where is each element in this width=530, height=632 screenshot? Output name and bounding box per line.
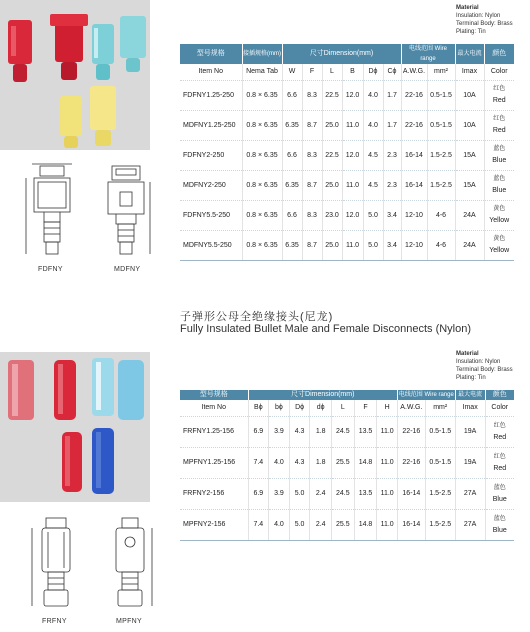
cell-awg: 22-16 — [397, 447, 425, 478]
cell-dimension: 11.0 — [377, 478, 398, 509]
cell-awg: 12-10 — [401, 230, 427, 260]
cell-dimension: 11.0 — [377, 447, 398, 478]
cell-nema-tab: 0.8 × 6.35 — [242, 170, 282, 200]
cell-dimension: 8.3 — [302, 140, 322, 170]
header-model-cn: 型号规格 — [196, 50, 225, 57]
cell-color — [484, 80, 514, 110]
header-dimension: 尺寸Dimension(mm) — [248, 390, 397, 400]
cell-nema-tab: 0.8 × 6.35 — [242, 200, 282, 230]
cell-imax: 24A — [455, 200, 484, 230]
cell-dimension: 11.0 — [342, 230, 363, 260]
cell-dimension: 14.8 — [354, 447, 377, 478]
header-imax-en: Imax — [455, 400, 485, 416]
header-imax-en: Imax — [455, 64, 484, 80]
cell-dimension: 8.3 — [302, 200, 322, 230]
cell-dimension: 4.3 — [289, 447, 310, 478]
cell-imax: 15A — [455, 170, 484, 200]
table-row — [180, 416, 514, 447]
material-title: Material — [456, 5, 479, 11]
cell-dimension: 5.0 — [289, 478, 310, 509]
table-row — [180, 140, 514, 170]
cell-nema-tab: 0.8 × 6.35 — [242, 110, 282, 140]
cell-dimension: 8.7 — [302, 170, 322, 200]
cell-dimension: 1.7 — [383, 110, 401, 140]
header-wire-col: A.W.G. — [401, 64, 427, 80]
cell-dimension: 25.5 — [332, 447, 355, 478]
header-wire-col: A.W.G. — [397, 400, 425, 416]
cell-dimension: 11.0 — [377, 509, 398, 540]
color-cn: 红色 — [493, 453, 506, 460]
technical-drawing-frfny — [26, 512, 86, 614]
cell-dimension: 5.0 — [289, 509, 310, 540]
color-cn: 黄色 — [493, 236, 506, 242]
cell-nema-tab: 0.8 × 6.35 — [242, 140, 282, 170]
header-dim-col: W — [282, 64, 302, 80]
cell-color — [484, 110, 514, 140]
header-dim-col: B — [342, 64, 363, 80]
cell-item-no: FRFNY2-156 — [180, 478, 248, 509]
material-line: Terminal Body: Brass — [456, 21, 513, 27]
cell-dimension: 2.4 — [310, 509, 332, 540]
red-bullet-female-small — [62, 432, 82, 492]
cell-awg: 22-16 — [401, 80, 427, 110]
header-wire-range: 电线范围 Wire range — [398, 392, 454, 398]
cell-color — [484, 200, 514, 230]
table-row — [180, 478, 514, 509]
section-heading-cn: 子弹形公母全绝缘接头(尼龙) — [180, 311, 334, 323]
table-row — [180, 509, 514, 540]
cell-dimension: 13.5 — [354, 416, 377, 447]
cell-mm2: 1.5-2.5 — [425, 478, 455, 509]
header-dimension: 尺寸Dimension(mm) — [282, 44, 401, 64]
cell-item-no: FDFNY5.5-250 — [180, 200, 242, 230]
cell-mm2: 0.5-1.5 — [427, 110, 455, 140]
cell-dimension: 5.0 — [363, 200, 383, 230]
color-en: Red — [493, 433, 507, 441]
cell-imax: 24A — [455, 230, 484, 260]
cell-dimension: 4.3 — [289, 416, 310, 447]
cell-item-no: MDFNY5.5-250 — [180, 230, 242, 260]
header-dim-col: Bϕ — [248, 400, 269, 416]
cell-mm2: 0.5-1.5 — [425, 416, 455, 447]
cell-dimension: 6.35 — [282, 230, 302, 260]
cell-dimension: 4.5 — [363, 170, 383, 200]
header-wire-range: 电线范围 Wire range — [401, 44, 455, 64]
color-en: Red — [492, 127, 506, 134]
header-model-en: Item No — [201, 403, 227, 411]
cyan-bullet-female — [92, 358, 114, 416]
red-bullet-female — [8, 360, 34, 420]
technical-drawing-fdfny — [22, 162, 82, 260]
caption-fdfny: FDFNY — [38, 266, 63, 273]
material-title: Material — [456, 351, 479, 357]
header-tab-en: Nema Tab — [242, 64, 282, 80]
caption-mdfny: MDFNY — [114, 266, 141, 273]
cell-dimension: 3.9 — [269, 478, 290, 509]
cell-imax: 15A — [455, 140, 484, 170]
cell-mm2: 0.5-1.5 — [425, 447, 455, 478]
cell-awg: 16-14 — [397, 509, 425, 540]
material-info-2 — [456, 350, 513, 382]
cell-color — [485, 447, 514, 478]
cell-mm2: 1.5-2.5 — [427, 170, 455, 200]
cell-imax: 10A — [455, 110, 484, 140]
material-line: Insulation: Nylon — [456, 359, 501, 365]
mpfny-drawing — [100, 512, 160, 614]
cell-dimension: 25.0 — [322, 230, 342, 260]
header-model-cn: 型号规格 — [199, 391, 228, 398]
cell-mm2: 0.5-1.5 — [427, 80, 455, 110]
color-en: Blue — [492, 526, 507, 534]
table-subheader-row — [180, 64, 514, 80]
color-cn: 蓝色 — [493, 484, 506, 491]
cell-imax: 10A — [455, 80, 484, 110]
header-dim-col: Dϕ — [363, 64, 383, 80]
header-wire-col: mm² — [427, 64, 455, 80]
cell-dimension: 6.6 — [282, 200, 302, 230]
color-cn: 红色 — [493, 116, 506, 122]
cell-dimension: 6.6 — [282, 140, 302, 170]
header-dim-col: F — [302, 64, 322, 80]
cell-nema-tab: 0.8 × 6.35 — [242, 80, 282, 110]
section-heading-en: Fully Insulated Bullet Male and Female Disconnects (Nylon) — [180, 323, 472, 335]
bullet-disconnects-photo — [0, 352, 150, 502]
cell-mm2: 4-6 — [427, 230, 455, 260]
header-dim-col: bϕ — [269, 400, 290, 416]
cell-dimension: 8.3 — [302, 80, 322, 110]
table-row — [180, 230, 514, 260]
cell-dimension: 1.8 — [310, 447, 332, 478]
header-dim-col: H — [377, 400, 398, 416]
cell-dimension: 12.0 — [342, 200, 363, 230]
cell-dimension: 24.5 — [332, 478, 355, 509]
header-imax-cn: 最大电流 — [455, 390, 485, 400]
color-en: Blue — [492, 187, 507, 194]
table-subheader-row — [180, 400, 514, 416]
cell-dimension: 2.3 — [383, 140, 401, 170]
cell-awg: 22-16 — [397, 416, 425, 447]
cell-dimension: 8.7 — [302, 110, 322, 140]
header-wire-col: mm² — [425, 400, 455, 416]
technical-drawing-mpfny — [100, 512, 160, 614]
cell-dimension: 14.8 — [354, 509, 377, 540]
header-dim-col: Cϕ — [383, 64, 401, 80]
color-cn: 蓝色 — [493, 146, 506, 152]
cell-dimension: 23.0 — [322, 200, 342, 230]
cell-dimension: 11.0 — [342, 110, 363, 140]
cell-dimension: 25.0 — [322, 170, 342, 200]
cell-item-no: MDFNY2-250 — [180, 170, 242, 200]
cell-awg: 22-16 — [401, 110, 427, 140]
cell-awg: 16-14 — [401, 170, 427, 200]
header-model-en: Item No — [198, 67, 223, 75]
cell-dimension: 4.0 — [269, 447, 290, 478]
cell-dimension: 3.9 — [269, 416, 290, 447]
material-line: Insulation: Nylon — [456, 13, 501, 19]
fdfny-drawing — [22, 162, 82, 260]
cell-item-no: MPFNY2-156 — [180, 509, 248, 540]
table-row — [180, 200, 514, 230]
color-en: Red — [492, 97, 506, 104]
cell-color — [484, 170, 514, 200]
header-dim-col: F — [354, 400, 377, 416]
cell-dimension: 24.5 — [332, 416, 355, 447]
header-color-cn: 颜色 — [484, 44, 514, 64]
cell-dimension: 12.0 — [342, 80, 363, 110]
cell-dimension: 3.4 — [383, 200, 401, 230]
cell-dimension: 7.4 — [248, 509, 269, 540]
cell-imax: 27A — [455, 478, 485, 509]
cell-dimension: 1.7 — [383, 80, 401, 110]
header-imax-cn: 最大电流 — [455, 44, 484, 64]
table-row — [180, 447, 514, 478]
cell-dimension: 6.6 — [282, 80, 302, 110]
header-dim-col: L — [332, 400, 355, 416]
color-cn: 红色 — [493, 422, 506, 429]
cell-dimension: 2.4 — [310, 478, 332, 509]
frfny-drawing — [26, 512, 86, 614]
cell-dimension: 4.0 — [269, 509, 290, 540]
cell-dimension: 25.0 — [322, 110, 342, 140]
table-row — [180, 170, 514, 200]
cell-dimension: 13.5 — [354, 478, 377, 509]
color-en: Blue — [492, 157, 507, 164]
cell-awg: 12-10 — [401, 200, 427, 230]
table-header-row — [180, 44, 514, 64]
cell-dimension: 11.0 — [377, 416, 398, 447]
table-row — [180, 110, 514, 140]
header-color-en: Color — [484, 64, 514, 80]
cell-dimension: 1.8 — [310, 416, 332, 447]
cell-dimension: 7.4 — [248, 447, 269, 478]
cell-dimension: 2.3 — [383, 170, 401, 200]
cell-nema-tab: 0.8 × 6.35 — [242, 230, 282, 260]
cell-dimension: 4.0 — [363, 80, 383, 110]
header-dim-col: L — [322, 64, 342, 80]
header-dim-col: Dϕ — [289, 400, 310, 416]
cell-dimension: 22.5 — [322, 80, 342, 110]
cell-dimension: 4.0 — [363, 110, 383, 140]
header-dim-col: dϕ — [310, 400, 332, 416]
mdfny-drawing — [96, 162, 156, 260]
material-line: Plating: Tin — [456, 29, 486, 35]
table-row — [180, 80, 514, 110]
cell-color — [484, 140, 514, 170]
cell-imax: 27A — [455, 509, 485, 540]
blue-bullet-male — [92, 428, 114, 494]
cell-color — [485, 478, 514, 509]
cell-awg: 16-14 — [397, 478, 425, 509]
product-photo-bullet-disconnects — [0, 352, 150, 502]
material-line: Plating: Tin — [456, 375, 486, 381]
cell-awg: 16-14 — [401, 140, 427, 170]
color-en: Red — [493, 464, 507, 472]
cell-item-no: FRFNY1.25-156 — [180, 416, 248, 447]
caption-mpfny: MPFNY — [116, 618, 142, 625]
cell-dimension: 6.35 — [282, 170, 302, 200]
cell-color — [485, 416, 514, 447]
cell-imax: 19A — [455, 447, 485, 478]
cell-dimension: 6.9 — [248, 416, 269, 447]
color-cn: 蓝色 — [493, 515, 506, 522]
spade-disconnects-photo — [0, 0, 150, 150]
color-cn: 蓝色 — [493, 176, 506, 182]
material-line: Terminal Body: Brass — [456, 367, 513, 373]
table-header-row — [180, 390, 514, 400]
caption-frfny: FRFNY — [42, 618, 67, 625]
cell-dimension: 6.9 — [248, 478, 269, 509]
cell-imax: 19A — [455, 416, 485, 447]
cell-dimension: 5.0 — [363, 230, 383, 260]
material-info-1 — [456, 4, 513, 36]
color-cn: 黄色 — [493, 206, 506, 212]
color-en: Yellow — [489, 217, 510, 224]
cell-dimension: 11.0 — [342, 170, 363, 200]
cell-mm2: 1.5-2.5 — [425, 509, 455, 540]
color-en: Yellow — [489, 247, 510, 254]
cell-dimension: 12.0 — [342, 140, 363, 170]
color-en: Blue — [492, 495, 507, 503]
cell-dimension: 8.7 — [302, 230, 322, 260]
cell-mm2: 4-6 — [427, 200, 455, 230]
cell-dimension: 3.4 — [383, 230, 401, 260]
spec-table-1 — [180, 44, 514, 261]
cell-item-no: MDFNY1.25-250 — [180, 110, 242, 140]
color-cn: 红色 — [493, 86, 506, 92]
cell-dimension: 6.35 — [282, 110, 302, 140]
cell-item-no: FDFNY2-250 — [180, 140, 242, 170]
cell-dimension: 25.5 — [332, 509, 355, 540]
cell-item-no: MPFNY1.25-156 — [180, 447, 248, 478]
spec-table-2 — [180, 390, 514, 541]
cell-dimension: 22.5 — [322, 140, 342, 170]
product-photo-spade-disconnects — [0, 0, 150, 150]
cyan-bullet-male — [118, 360, 144, 420]
red-bullet-male — [54, 360, 76, 420]
cell-color — [484, 230, 514, 260]
cell-color — [485, 509, 514, 540]
technical-drawing-mdfny — [96, 162, 156, 260]
cell-item-no: FDFNY1.25-250 — [180, 80, 242, 110]
header-color-en: Color — [485, 400, 514, 416]
cell-mm2: 1.5-2.5 — [427, 140, 455, 170]
header-color-cn: 颜色 — [485, 390, 514, 400]
header-tab-cn: 接插规格(mm) — [242, 44, 282, 64]
cell-dimension: 4.5 — [363, 140, 383, 170]
